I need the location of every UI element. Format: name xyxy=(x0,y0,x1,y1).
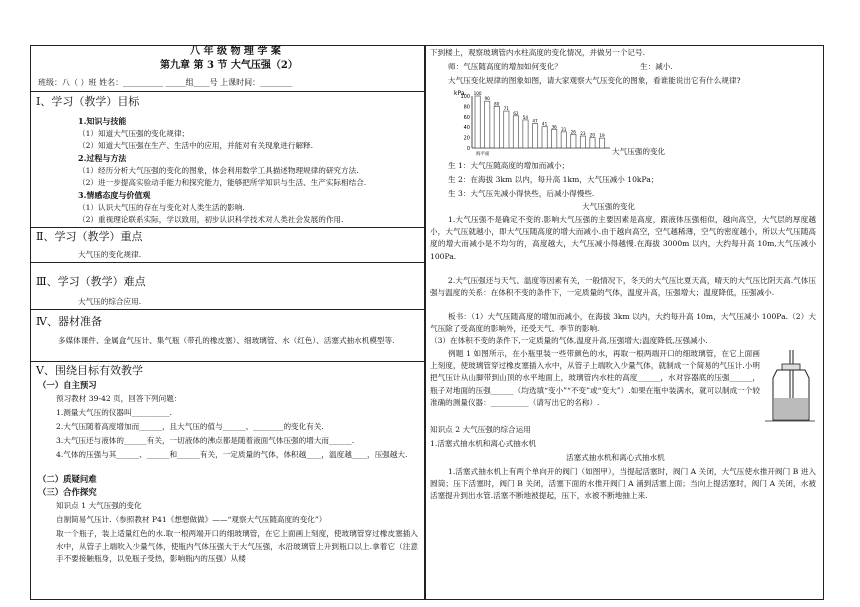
x-category-label: 海平面 xyxy=(476,152,490,157)
bar-value-label: 20 xyxy=(589,132,596,138)
board-notes-3: （3）在体积不变的条件下,一定质量的气体,温度升高,压强增大;温度降低,压强减小. xyxy=(430,336,708,345)
bar-value-label: 100 xyxy=(473,91,482,96)
goal-2a: （1）经历分析大气压强的变化的图象，体会利用数学工具描述物理规律的研究方法. xyxy=(78,166,359,175)
section-3-title: Ⅲ、学习（教学）难点 xyxy=(36,275,146,288)
board-notes: 板书：（1）大气压随高度的增加而减小，在海拔 3km 以内，大约每升高 10m，大气压减小 100Pa.（2）大气压除了受高度的影响外，还受天气、季节的影响. xyxy=(430,312,816,334)
y-tick-label: 80 xyxy=(463,104,470,111)
chart-bar xyxy=(590,138,595,148)
preview-heading: （一）自主预习 xyxy=(38,380,97,390)
student-1: 生 1：大气压随高度的增加而减小； xyxy=(448,161,570,170)
section-4-title: Ⅳ、器材准备 xyxy=(36,315,102,328)
bar-value-label: 54 xyxy=(522,114,529,120)
goal-2b: （2）进一步提高实验动手能力和探究能力，能够把所学知识与生活、生产实际相结合. xyxy=(78,178,367,187)
chart-caption: 大气压强的变化 xyxy=(612,147,666,156)
bar-value-label: 19 xyxy=(599,133,605,139)
goal-3: 3.情感态度与价值观 xyxy=(78,190,151,200)
knowledge-point-2: 知识点 2 大气压强的综合运用 xyxy=(430,425,531,434)
teacher-question: 师：气压随高度的增加如何变化？ xyxy=(448,62,562,71)
chart-bar xyxy=(494,106,499,148)
section-1-title: Ⅰ、学习（教学）目标 xyxy=(36,95,140,108)
bar-value-label: 36 xyxy=(551,124,557,130)
pump-heading: 1.活塞式抽水机和离心式抽水机 xyxy=(430,439,536,448)
chart-bar xyxy=(532,124,537,148)
question-3: 3.大气压还与液体的______有关，一切液体的沸点都是随着液面气体压强的增大而______. xyxy=(56,436,355,445)
experiment-steps: 取一个瓶子，装上适量红色的水.取一根两端开口的细玻璃管，在它上面画上刻度，使玻璃管穿过橡皮塞插入水中，从管子上端吹入少量气体，使瓶内气体压强大于大气压强，水沿玻璃管上升到瓶口以上.拿着它（注意手不要接触瓶身，以免瓶子受热，影响瓶内的压强）从楼 xyxy=(56,529,418,563)
doc-title: 八 年 级 物 理 学 案 xyxy=(190,46,281,57)
bar-value-label: 31 xyxy=(561,126,567,132)
goal-2: 2.过程与方法 xyxy=(78,153,127,163)
equipment-list: 多媒体课件、金属盒气压计、集气瓶（带孔的橡皮塞）、细玻璃管、水（红色）、活塞式抽水机模型等. xyxy=(58,336,395,345)
bar-value-label: 80 xyxy=(494,101,500,107)
y-tick-label: 100 xyxy=(460,94,470,100)
student-2: 生 2：在海拔 3km 以内，每升高 1km，大气压减小 10kPa； xyxy=(448,175,659,184)
bar-value-label: 23 xyxy=(580,131,586,137)
divider xyxy=(30,361,424,362)
question-1: 1.测量大气压的仪器叫__________. xyxy=(56,408,172,417)
bar-value-label: 41 xyxy=(541,121,548,127)
goal-3b: （2）重视理论联系实际，学以致用，初步认识科学技术对人类社会发展的作用. xyxy=(78,215,344,224)
bar-value-label: 90 xyxy=(484,96,490,102)
divider xyxy=(30,227,424,228)
chart-bar xyxy=(561,132,566,148)
chart-bar xyxy=(485,101,490,148)
difficult-point: 大气压的综合应用. xyxy=(78,297,142,306)
chapter-title: 第九章 第 3 节 大气压强（2） xyxy=(160,60,298,71)
topic-text-1: 1.大气压强不是确定不变的.影响大气压强的主要因素是高度，跟液体压强相似，越向高空，大气层的厚度越小，大气压就越小，即大气压随高度的增大而减小.由于越向高空，空气越稀薄，空气的密度越小，所以大气压随高度的增大而减小是不均匀的，高度越大，大气压减小得越慢.在海拔 3000m 以内，大约每升高 10m,大气压减小 100Pa. xyxy=(430,215,816,261)
y-axis-label: kPa xyxy=(454,90,465,97)
chart-bar xyxy=(475,96,480,148)
question-4: 4.气体的压强与其______、______和______有关，一定质量的气体，体积越____，温度越____，压强越大. xyxy=(56,450,408,459)
chart-bar xyxy=(542,127,547,148)
chart-bar xyxy=(580,136,585,148)
y-tick-label: 40 xyxy=(463,125,470,132)
goal-1b: （2）知道大气压强在生产、生活中的应用，并能对有关现象进行解释. xyxy=(78,141,314,150)
topic-title: 大气压强的变化 xyxy=(582,202,636,211)
chart-bar xyxy=(571,134,576,148)
chart-bar xyxy=(523,120,528,148)
chart-bar xyxy=(513,116,518,148)
bar-value-label: 47 xyxy=(532,118,538,124)
chart-bar xyxy=(599,138,604,148)
y-tick-label: 60 xyxy=(463,114,470,121)
bar-value-label: 26 xyxy=(570,129,576,135)
section-2-title: Ⅱ、学习（教学）重点 xyxy=(36,230,143,243)
divider xyxy=(30,91,424,92)
chart-bar xyxy=(504,111,509,148)
goal-1a: （1）知道大气压强的变化规律； xyxy=(78,129,190,138)
goal-3a: （1）认识大气压的存在与变化对人类生活的影响. xyxy=(78,203,245,212)
student-3: 生 3：大气压先减小得快些，后减小得慢些. xyxy=(448,189,595,198)
barometer-illustration xyxy=(765,350,815,422)
student-answer: 生：减小. xyxy=(640,62,673,71)
pump-explanation: 1.活塞式抽水机上有两个单向开的阀门（如图甲），当提起活塞时，阀门 A 关闭，大气压使水推开阀门 B 进入圆筒；压下活塞时，阀门 B 关闭，活塞下面的水推开阀门 A 涌到活塞上面；当向上提活塞时，阀门 A 关闭，水被活塞提升到出水管.活塞不断地被提起，压下，水被不断地抽上来. xyxy=(430,467,816,501)
pressure-chart xyxy=(452,88,612,158)
experiment-intro: 自制简易气压计.（参照教材 P41《想想做做》——“观察大气压随高度的变化”） xyxy=(56,515,327,524)
bar-value-label: 62 xyxy=(513,110,519,116)
chart-prompt: 大气压变化规律的图象如图，请大家观察大气压变化的图象，看谁能说出它有什么规律? xyxy=(448,76,741,85)
y-tick-label: 0 xyxy=(466,146,470,152)
question-heading: （二）质疑问难 xyxy=(38,474,97,484)
section-5-title: Ⅴ、围绕目标有效教学 xyxy=(36,364,143,377)
topic-text-2: 2.大气压强还与天气、温度等因素有关，一般情况下，冬天的大气压比夏天高，晴天的大气压比阴天高.气体压强与温度的关系：在体积不变的条件下，一定质量的气体，温度升高，压强增大；温度降低，压强减小. xyxy=(430,276,816,298)
goal-1: 1.知识与技能 xyxy=(78,116,127,126)
key-point: 大气压的变化规律. xyxy=(78,250,142,259)
explore-heading: （三）合作探究 xyxy=(38,487,97,497)
question-2: 2.大气压随着高度增加而______，且大气压的值与______、________的变化有关. xyxy=(56,422,324,431)
y-tick-label: 20 xyxy=(463,135,470,142)
pump-title: 活塞式抽水机和离心式抽水机 xyxy=(566,453,665,462)
example-1: 例题 1 如图所示，在小瓶里装一些带颜色的水，再取一根两端开口的细玻璃管，在它上面画上刻度，使玻璃管穿过橡皮塞插入水中，从管子上端吹入少量气体，就制成一个简易的气压计.小明把气压计从山脚带到山顶的水平地面上，玻璃管内水柱的高度______，水对容器底的压强______，瓶子对地面的压强______（均选填“变小”“不变”或“变大”）.如果在瓶中装满水，就可以制成一个较准确的测量仪器：__________（请写出它的名称）. xyxy=(430,349,760,407)
divider xyxy=(30,309,424,310)
experiment-continue: 下到楼上，观察玻璃管内水柱高度的变化情况，并做另一个记号. xyxy=(430,48,646,57)
class-info: 班级：八（ ）班 姓名：__________ _____组____号 上课时间：________ xyxy=(38,78,293,87)
preview-intro: 预习教材 39-42 页，回答下列问题： xyxy=(56,394,182,403)
divider xyxy=(30,262,424,263)
knowledge-point-1: 知识点 1 大气压强的变化 xyxy=(56,501,142,510)
bar-value-label: 71 xyxy=(503,106,509,112)
chart-bar xyxy=(552,129,557,148)
